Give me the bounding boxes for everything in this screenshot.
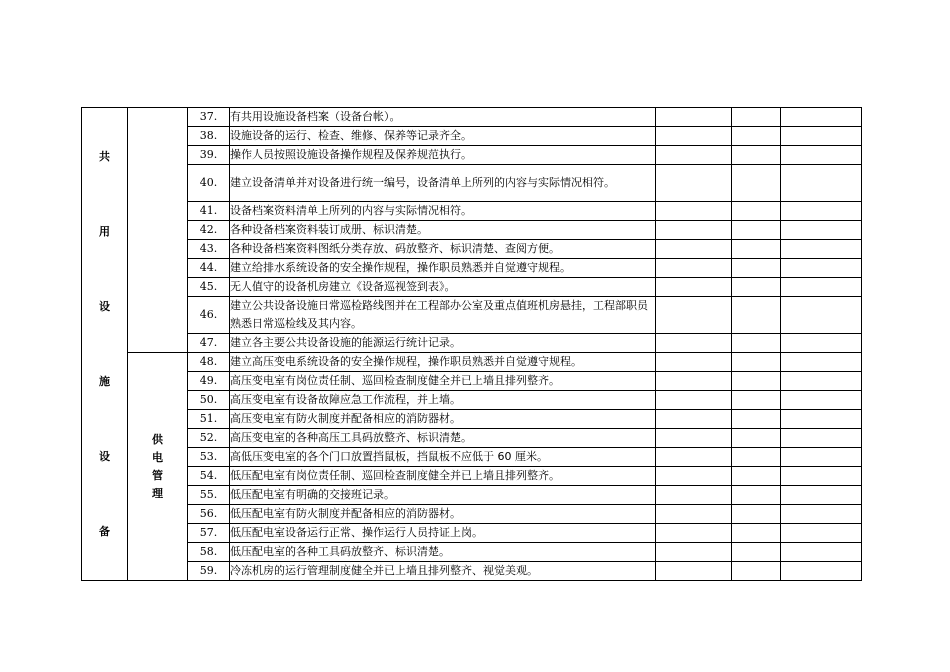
item-text: 无人值守的设备机房建立《设备巡视签到表》。 xyxy=(230,278,656,297)
item-number: 41. xyxy=(188,202,230,221)
table-row xyxy=(82,297,862,334)
score-cell xyxy=(656,297,732,334)
table-row xyxy=(82,524,862,543)
table-row xyxy=(82,221,862,240)
item-number: 40. xyxy=(188,165,230,202)
table-row xyxy=(82,259,862,278)
item-number: 50. xyxy=(188,391,230,410)
remark-cell xyxy=(781,165,862,202)
subcategory-cell xyxy=(128,353,188,581)
item-text: 高压变电室的各种高压工具码放整齐、标识清楚。 xyxy=(230,429,656,448)
deduct-cell xyxy=(732,467,781,486)
table-row xyxy=(82,410,862,429)
score-cell xyxy=(656,127,732,146)
item-number: 49. xyxy=(188,372,230,391)
deduct-cell xyxy=(732,259,781,278)
deduct-cell xyxy=(732,429,781,448)
item-number: 46. xyxy=(188,297,230,334)
score-cell xyxy=(656,486,732,505)
table-row xyxy=(82,146,862,165)
score-cell xyxy=(656,467,732,486)
remark-cell xyxy=(781,372,862,391)
subcategory-char: 管 xyxy=(152,468,163,482)
remark-cell xyxy=(781,562,862,581)
item-number: 39. xyxy=(188,146,230,165)
remark-cell xyxy=(781,448,862,467)
deduct-cell xyxy=(732,486,781,505)
score-cell xyxy=(656,543,732,562)
table-row xyxy=(82,467,862,486)
item-number: 42. xyxy=(188,221,230,240)
item-number: 44. xyxy=(188,259,230,278)
subcategory-char: 理 xyxy=(152,486,163,500)
remark-cell xyxy=(781,391,862,410)
remark-cell xyxy=(781,108,862,127)
remark-cell xyxy=(781,410,862,429)
item-text: 高低压变电室的各个门口放置挡鼠板，挡鼠板不应低于 60 厘米。 xyxy=(230,448,656,467)
score-cell xyxy=(656,334,732,353)
deduct-cell xyxy=(732,448,781,467)
category-char: 备 xyxy=(99,524,110,538)
item-text: 低压配电室设备运行正常、操作运行人员持证上岗。 xyxy=(230,524,656,543)
remark-cell xyxy=(781,353,862,372)
remark-cell xyxy=(781,334,862,353)
item-text: 冷冻机房的运行管理制度健全并已上墙且排列整齐、视觉美观。 xyxy=(230,562,656,581)
deduct-cell xyxy=(732,353,781,372)
remark-cell xyxy=(781,467,862,486)
item-number: 45. xyxy=(188,278,230,297)
deduct-cell xyxy=(732,524,781,543)
category-char: 设 xyxy=(99,449,110,463)
score-cell xyxy=(656,165,732,202)
item-text: 低压配电室有岗位责任制、巡回检查制度健全并已上墙且排列整齐。 xyxy=(230,467,656,486)
item-number: 54. xyxy=(188,467,230,486)
remark-cell xyxy=(781,259,862,278)
category-cell xyxy=(82,108,128,581)
score-cell xyxy=(656,372,732,391)
item-number: 52. xyxy=(188,429,230,448)
item-number: 57. xyxy=(188,524,230,543)
deduct-cell xyxy=(732,297,781,334)
item-number: 56. xyxy=(188,505,230,524)
deduct-cell xyxy=(732,543,781,562)
deduct-cell xyxy=(732,165,781,202)
table-row xyxy=(82,278,862,297)
score-cell xyxy=(656,391,732,410)
category-char: 设 xyxy=(99,299,110,313)
item-text: 建立设备清单并对设备进行统一编号，设备清单上所列的内容与实际情况相符。 xyxy=(230,165,656,202)
item-text: 各种设备档案资料装订成册、标识清楚。 xyxy=(230,221,656,240)
deduct-cell xyxy=(732,108,781,127)
item-text: 操作人员按照设施设备操作规程及保养规范执行。 xyxy=(230,146,656,165)
remark-cell xyxy=(781,240,862,259)
deduct-cell xyxy=(732,278,781,297)
deduct-cell xyxy=(732,146,781,165)
table-row xyxy=(82,108,862,127)
score-cell xyxy=(656,221,732,240)
category-char: 施 xyxy=(99,374,110,388)
table-row xyxy=(82,372,862,391)
item-number: 47. xyxy=(188,334,230,353)
table-row xyxy=(82,448,862,467)
item-text: 高压变电室有岗位责任制、巡回检查制度健全并已上墙且排列整齐。 xyxy=(230,372,656,391)
score-cell xyxy=(656,278,732,297)
item-number: 43. xyxy=(188,240,230,259)
score-cell xyxy=(656,108,732,127)
item-text: 设施设备的运行、检查、维修、保养等记录齐全。 xyxy=(230,127,656,146)
table-row xyxy=(82,429,862,448)
remark-cell xyxy=(781,524,862,543)
remark-cell xyxy=(781,429,862,448)
item-number: 38. xyxy=(188,127,230,146)
subcategory-char: 电 xyxy=(152,450,163,464)
table-row xyxy=(82,240,862,259)
item-text: 高压变电室有设备故障应急工作流程，并上墙。 xyxy=(230,391,656,410)
remark-cell xyxy=(781,146,862,165)
score-cell xyxy=(656,146,732,165)
score-cell xyxy=(656,353,732,372)
table-row xyxy=(82,165,862,202)
score-cell xyxy=(656,240,732,259)
remark-cell xyxy=(781,297,862,334)
deduct-cell xyxy=(732,240,781,259)
item-text: 低压配电室的各种工具码放整齐、标识清楚。 xyxy=(230,543,656,562)
deduct-cell xyxy=(732,372,781,391)
category-char: 用 xyxy=(99,224,110,238)
table-row xyxy=(82,505,862,524)
subcategory-cell-empty xyxy=(128,108,188,353)
deduct-cell xyxy=(732,202,781,221)
score-cell xyxy=(656,410,732,429)
remark-cell xyxy=(781,505,862,524)
table-row xyxy=(82,202,862,221)
item-text: 各种设备档案资料图纸分类存放、码放整齐、标识清楚、查阅方便。 xyxy=(230,240,656,259)
remark-cell xyxy=(781,486,862,505)
item-text: 低压配电室有明确的交接班记录。 xyxy=(230,486,656,505)
category-char: 共 xyxy=(99,149,110,163)
inspection-table xyxy=(81,107,862,581)
item-text: 有共用设施设备档案（设备台帐）。 xyxy=(230,108,656,127)
remark-cell xyxy=(781,202,862,221)
item-number: 37. xyxy=(188,108,230,127)
deduct-cell xyxy=(732,391,781,410)
item-number: 53. xyxy=(188,448,230,467)
deduct-cell xyxy=(732,127,781,146)
deduct-cell xyxy=(732,505,781,524)
table-row xyxy=(82,543,862,562)
score-cell xyxy=(656,524,732,543)
remark-cell xyxy=(781,543,862,562)
deduct-cell xyxy=(732,221,781,240)
table-row xyxy=(82,562,862,581)
score-cell xyxy=(656,259,732,278)
item-text: 建立高压变电系统设备的安全操作规程，操作职员熟悉并自觉遵守规程。 xyxy=(230,353,656,372)
deduct-cell xyxy=(732,410,781,429)
subcategory-char: 供 xyxy=(152,432,163,446)
item-text: 建立给排水系统设备的安全操作规程，操作职员熟悉并自觉遵守规程。 xyxy=(230,259,656,278)
score-cell xyxy=(656,448,732,467)
item-text: 建立各主要公共设备设施的能源运行统计记录。 xyxy=(230,334,656,353)
score-cell xyxy=(656,562,732,581)
score-cell xyxy=(656,505,732,524)
item-number: 59. xyxy=(188,562,230,581)
table-row xyxy=(82,353,862,372)
item-number: 48. xyxy=(188,353,230,372)
table-row xyxy=(82,127,862,146)
remark-cell xyxy=(781,221,862,240)
score-cell xyxy=(656,202,732,221)
table-row xyxy=(82,486,862,505)
deduct-cell xyxy=(732,562,781,581)
item-text: 低压配电室有防火制度并配备相应的消防器材。 xyxy=(230,505,656,524)
item-text: 设备档案资料清单上所列的内容与实际情况相符。 xyxy=(230,202,656,221)
remark-cell xyxy=(781,127,862,146)
table-row xyxy=(82,391,862,410)
item-text: 建立公共设备设施日常巡检路线图并在工程部办公室及重点值班机房悬挂，工程部职员熟悉日常巡检线及其内容。 xyxy=(230,297,656,334)
item-number: 51. xyxy=(188,410,230,429)
deduct-cell xyxy=(732,334,781,353)
item-number: 58. xyxy=(188,543,230,562)
table-row xyxy=(82,334,862,353)
score-cell xyxy=(656,429,732,448)
item-text: 高压变电室有防火制度并配备相应的消防器材。 xyxy=(230,410,656,429)
item-number: 55. xyxy=(188,486,230,505)
remark-cell xyxy=(781,278,862,297)
